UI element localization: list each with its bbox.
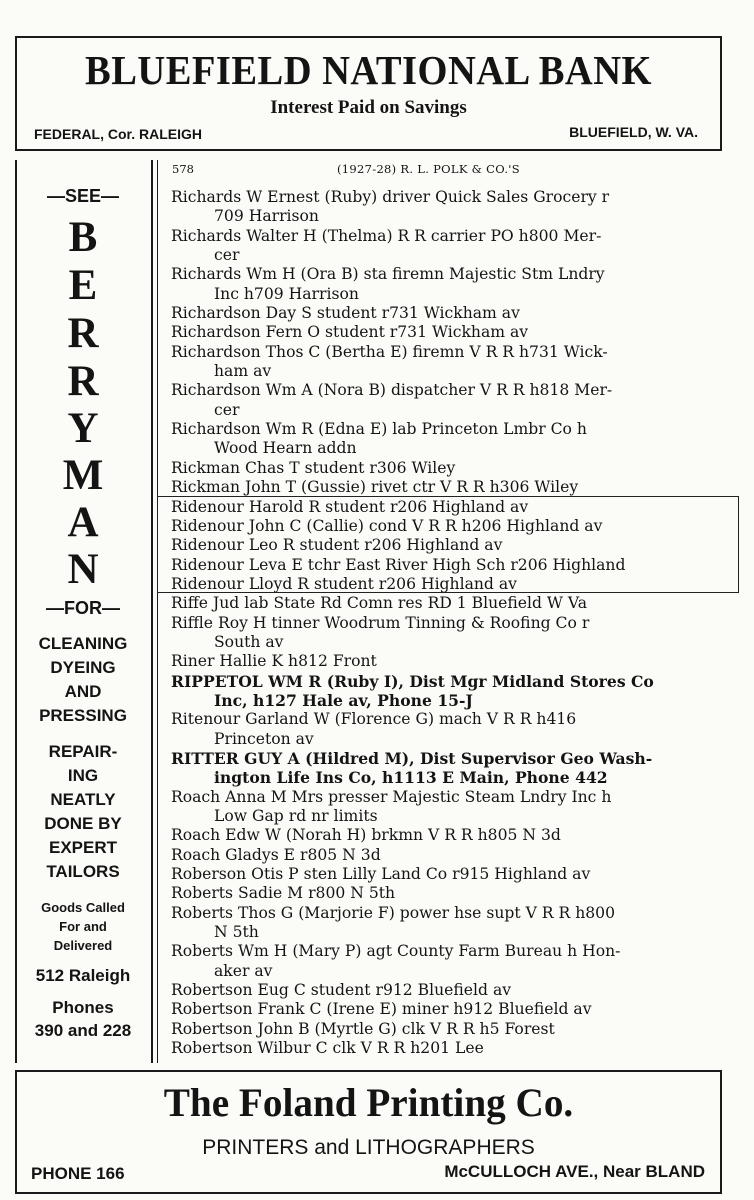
ad-service: DYEING [50,658,116,677]
ad-repair: REPAIR- [48,742,118,761]
ad-goods: Delivered [53,938,113,953]
ad-repair: NEATLY [50,790,116,809]
listing-line: Rickman John T (Gussie) rivet ctr V R R h306 Wiley [171,478,579,497]
listing-line: Roach Edw W (Norah H) brkmn V R R h805 N 3d [171,826,561,845]
listing-line: Richards Wm H (Ora B) sta firemn Majestic Stm Lndry [171,265,605,284]
ad-goods: Goods Called [41,900,125,915]
listing-line: RIPPETOL WM R (Ruby I), Dist Mgr Midland Stores Co [171,671,654,691]
ad-phones: 390 and 228 [34,1021,132,1040]
listing-line: Riner Hallie K h812 Front [171,652,377,671]
bank-name: BLUEFIELD NATIONAL BANK [85,47,652,93]
listing-line: Ridenour Leo R student r206 Highland av [171,536,503,555]
ad-letter: M [62,452,104,499]
listing-line: ham av [214,362,272,381]
printer-tagline: PRINTERS and LITHOGRAPHERS [202,1136,535,1159]
listing-line: Ridenour Harold R student r206 Highland av [171,497,529,516]
ad-goods: For and [59,919,107,934]
listing-line: Robertson Eug C student r912 Bluefield av [171,981,512,1000]
listing-line: cer [214,246,240,265]
listing-line: Roberts Thos G (Marjorie F) power hse supt V R R h800 [171,903,615,922]
ad-service: CLEANING [38,634,128,653]
ad-repair: EXPERT [48,838,118,857]
listing-line: Robertson Frank C (Irene E) miner h912 Bluefield av [171,1000,592,1019]
page-number: 578 [172,162,194,176]
ad-service: PRESSING [39,706,127,725]
listing-line: Richardson Wm R (Edna E) lab Princeton Lmbr Co h [171,420,587,439]
listing-line: Richardson Thos C (Bertha E) firemn V R R h731 Wick- [171,342,608,361]
bank-address-street: FEDERAL, Cor. RALEIGH [34,126,203,142]
ad-service: AND [64,682,102,701]
ad-letter: R [67,358,99,405]
listing-line: Ridenour Leva E tchr East River High Sch r206 Highland [171,555,626,574]
listing-line: Robertson Wilbur C clk V R R h201 Lee [171,1039,484,1058]
ad-see: —SEE— [46,186,120,206]
ad-phones-label: Phones [52,998,114,1017]
listing-line: Richards Walter H (Thelma) R R carrier PO h800 Mer- [171,226,602,245]
bottom-advertisement [15,1070,722,1194]
column-divider-inner [157,160,158,1063]
listing-line: ington Life Ins Co, h1113 E Main, Phone 442 [214,768,608,788]
listing-line: Wood Hearn addn [214,439,357,458]
listing-line: South av [214,632,284,651]
listing-line: Richardson Day S student r731 Wickham av [171,304,520,323]
highlight-box [157,496,739,593]
bank-address-city: BLUEFIELD, W. VA. [569,124,698,140]
listing-line: Ridenour John C (Callie) cond V R R h206 Highland av [171,516,603,535]
ad-letter: E [68,262,98,309]
listing-line: Riffe Jud lab State Rd Comn res RD 1 Bluefield W Va [171,594,588,613]
ad-for: —FOR— [46,598,120,618]
ad-letter: A [67,499,99,546]
listing-line: RITTER GUY A (Hildred M), Dist Supervisor Geo Wash- [171,748,653,768]
ad-letter: B [68,214,98,261]
listing-line: Richardson Fern O student r731 Wickham av [171,323,529,342]
listing-line: Richards W Ernest (Ruby) driver Quick Sales Grocery r [171,188,610,206]
column-divider [151,160,153,1063]
listing-line: Princeton av [214,729,314,748]
listing-line: Robertson John B (Myrtle G) clk V R R h5 Forest [171,1019,555,1038]
listing-line: Inc h709 Harrison [214,284,359,303]
bank-tagline: Interest Paid on Savings [270,97,467,118]
listing-line: Roberson Otis P sten Lilly Land Co r915 Highland av [171,865,591,884]
directory-title: (1927-28) R. L. POLK & CO.'S [337,162,520,176]
ad-repair: TAILORS [46,862,120,881]
listing-line: Rickman Chas T student r306 Wiley [171,458,456,477]
directory-listing [171,188,731,1058]
left-advertisement [15,160,151,1062]
ad-letter: N [67,546,99,593]
listing-line: aker av [214,961,273,980]
ad-address: 512 Raleigh [35,966,131,985]
listing-line: cer [214,400,240,419]
listing-line: Roberts Wm H (Mary P) agt County Farm Bureau h Hon- [171,942,621,961]
printer-location: McCULLOCH AVE., Near BLAND [444,1162,705,1181]
listing-line: Riffle Roy H tinner Woodrum Tinning & Roofing Co r [171,613,590,632]
listing-line: Roach Gladys E r805 N 3d [171,845,381,864]
listing-line: Low Gap rd nr limits [214,807,378,825]
listing-line: Roberts Sadie M r800 N 5th [171,884,396,903]
listing-line: Ridenour Lloyd R student r206 Highland av [171,574,517,593]
listing-line: Inc, h127 Hale av, Phone 15-J [214,690,473,710]
ad-repair: ING [67,766,99,785]
ad-letter: R [67,310,99,357]
listing-line: Roach Anna M Mrs presser Majestic Steam Lndry Inc h [171,787,612,806]
ad-letter: Y [67,405,99,452]
top-advertisement [15,36,722,151]
listing-line: Ritenour Garland W (Florence G) mach V R R h416 [171,710,577,729]
listing-line: 709 Harrison [214,207,319,226]
printer-name: The Foland Printing Co. [163,1080,574,1125]
listing-line: Richardson Wm A (Nora B) dispatcher V R R h818 Mer- [171,381,613,400]
ad-repair: DONE BY [44,814,122,833]
printer-phone: PHONE 166 [31,1164,125,1183]
listing-line: N 5th [214,923,259,942]
